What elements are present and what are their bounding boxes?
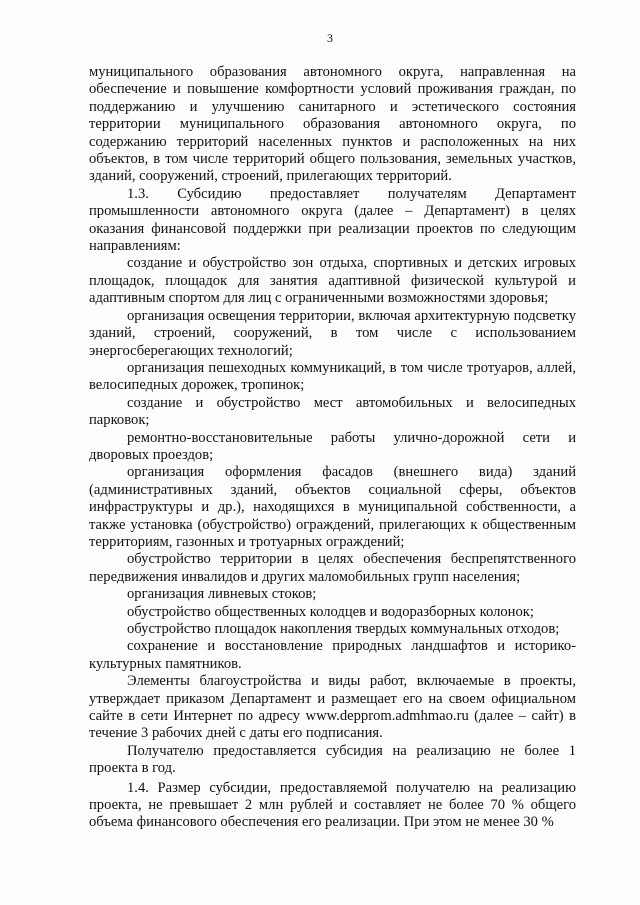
list-item-waste-sites: обустройство площадок накопления твердых коммунальных отходов; [127, 621, 560, 637]
list-item-facades: организация оформления фасадов (внешнего вида) зданий (административных зданий, объектов социальной сферы, объектов инфраструктуры и др.), находящихся в муниципальной собственности, а также установка (обустройство) ограждений, прилегающих к общественным территориям, газонных и тротуарных ограждений; [89, 464, 576, 550]
paragraph-continuation: муниципального образования автономного округа, направленная на обеспечение и повышение комфортности условий проживания граждан, по поддержанию и улучшению санитарного и эстетического состояния территории муниципального образования автономного округа, по содержанию территорий населенных пунктов и расположенных на них объектов, в том числе территорий общего пользования, земельных участков, зданий, сооружений, строений, прилегающих территорий. [89, 64, 576, 185]
list-item-parking: создание и обустройство мест автомобильных и велосипедных парковок; [89, 394, 576, 429]
list-item-lighting: организация освещения территории, включая архитектурную подсветку зданий, строений, сооружений, в том числе с использованием энергосберегающих технологий; [89, 307, 576, 359]
document-body [89, 64, 576, 832]
list-item-accessibility: обустройство территории в целях обеспечения беспрепятственного передвижения инвалидов и других маломобильных групп населения; [89, 551, 576, 585]
list-item-pedestrian-communications: организация пешеходных коммуникаций, в том числе тротуаров, аллей, велосипедных дорожек, тропинок; [89, 359, 576, 394]
page-number: 3 [327, 31, 333, 45]
list-item-road-repair: ремонтно-восстановительные работы улично-дорожной сети и дворовых проездов; [89, 429, 576, 463]
paragraph-one-project: Получателю предоставляется субсидия на реализацию не более 1 проекта в год. [89, 742, 576, 777]
list-item-storm-drains: организация ливневых стоков; [127, 586, 317, 603]
paragraph-1-3: 1.3. Субсидию предоставляет получателям Департамент промышленности автономного округа (далее – Департамент) в целях оказания финансовой поддержки при реализации проектов по следующим направлениям: [89, 185, 576, 255]
list-item-wells: обустройство общественных колодцев и водоразборных колонок; [127, 603, 534, 620]
list-item-recreation-zones: создание и обустройство зон отдыха, спортивных и детских игровых площадок, площадок для занятия адаптивной физической культурой и адаптивным спортом для лиц с ограниченными возможностями здоровья; [89, 255, 576, 307]
paragraph-1-4: 1.4. Размер субсидии, предоставляемой получателю на реализацию проекта, не превышает 2 млн рублей и составляет не более 70 % общего объема финансового обеспечения его реализации. При этом не менее 30 % [89, 779, 576, 831]
list-item-landscapes: сохранение и восстановление природных ландшафтов и историко-культурных памятников. [89, 638, 576, 672]
paragraph-elements-order: Элементы благоустройства и виды работ, включаемые в проекты, утверждает приказом Департамент и размещает его на своем официальном сайте в сети Интернет по адресу www.depprom.admhmao.ru (далее – сайт) в течение 3 рабочих дней с даты его подписания. [89, 673, 576, 742]
